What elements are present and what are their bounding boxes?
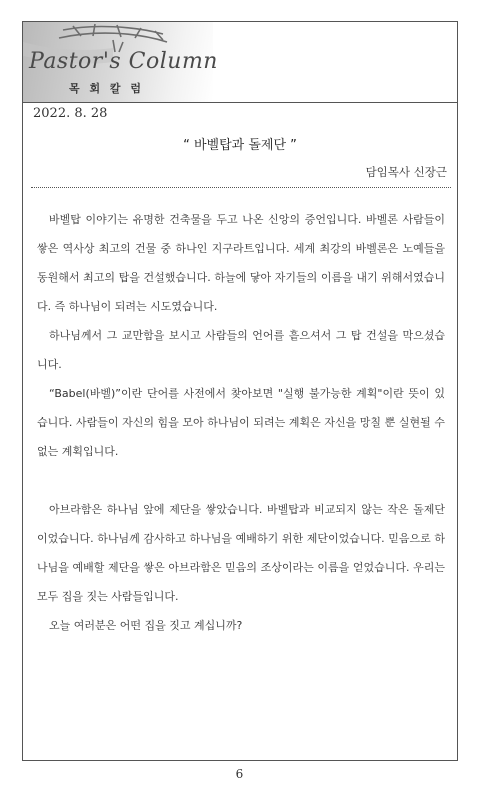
article-body [37,205,445,640]
paragraph: 하나님께서 그 교만함을 보시고 사람들의 언어를 흩으셔서 그 탑 건설을 막으셨습니다. [37,329,445,371]
article-date: 2022. 8. 28 [33,106,108,121]
paragraph: 바벨탑 이야기는 유명한 건축물을 두고 나온 신앙의 증언입니다. 바벨론 사람들이 쌓은 역사상 최고의 건물 중 하나인 지구라트입니다. 세계 최강의 바벨론은 노예들을 동원해서 최고의 탑을 건설했습니다. 하늘에 닿아 자기들의 이름을 내기 위해서였습니다. 즉 하나님이 되려는 시도였습니다. [37,213,445,313]
column-title: Pastor's Column [29,49,218,74]
paragraph: 오늘 여러분은 어떤 집을 짓고 계십니까? [49,619,243,632]
article-author: 담임목사 신장근 [365,165,447,179]
paragraph: “Babel(바벨)”이란 단어를 사전에서 찾아보면 "실행 불가능한 계획"이란 뜻이 있습니다. 사람들이 자신의 힘을 모아 하나님이 되려는 계획은 자신을 망칠 뿐 실현될 수 없는 계획입니다. [37,387,445,458]
article-title: “ 바벨탑과 돌제단 ” [183,138,297,153]
column-frame [22,21,458,761]
column-header [23,22,457,103]
column-subtitle: 목 회 칼 럼 [69,82,144,95]
page-number: 6 [235,767,244,781]
paragraph: 아브라함은 하나님 앞에 제단을 쌓았습니다. 바벨탑과 비교되지 않는 작은 돌제단이었습니다. 하나님께 감사하고 하나님을 예배하기 위한 제단이었습니다. 믿음으로 하나님을 예배할 제단을 쌓은 아브라함은 믿음의 조상이라는 이름을 얻었습니다. 우리는 모두 집을 짓는 사람들입니다. [37,503,445,603]
dotted-divider [31,187,451,188]
